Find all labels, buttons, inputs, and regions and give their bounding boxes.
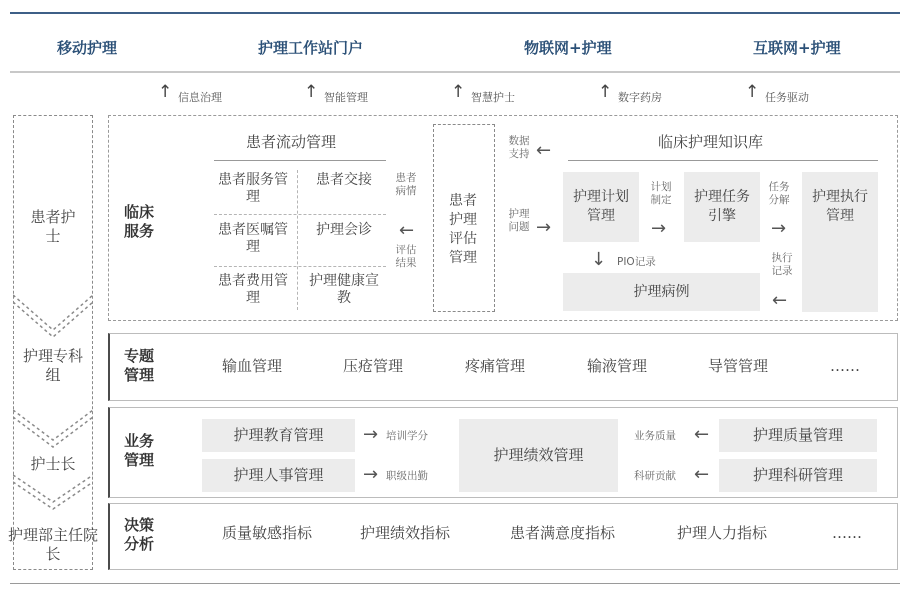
education-box bbox=[202, 419, 355, 452]
performance-box bbox=[459, 419, 618, 492]
exec-box bbox=[802, 172, 878, 312]
special-item-pain: 疼痛管理 bbox=[465, 357, 526, 375]
flow-item-consult: 护理会诊 bbox=[316, 222, 372, 238]
left-arrow-icon: ← bbox=[772, 290, 788, 311]
up-arrow-icon: ↑ bbox=[745, 82, 760, 102]
special-item-catheter: 导管管理 bbox=[708, 357, 769, 375]
decision-item-performance: 护理绩效指标 bbox=[360, 524, 451, 542]
bottom-rule bbox=[10, 583, 900, 584]
flow-item-education: 护理健康宣教 bbox=[309, 273, 379, 306]
eval-result-label: 评估结果 bbox=[395, 244, 417, 269]
flow-item-service: 患者服务管理 bbox=[218, 172, 288, 205]
performance-text: 护理绩效管理 bbox=[493, 446, 584, 464]
capability-smart-nurse: 智慧护士 bbox=[471, 91, 515, 104]
left-arrow-icon: ← bbox=[694, 464, 710, 485]
hr-box bbox=[202, 459, 355, 492]
data-support-label: 数据支持 bbox=[508, 135, 530, 160]
flow-column-divider bbox=[297, 170, 298, 310]
flow-divider bbox=[214, 214, 386, 215]
quality-text: 护理质量管理 bbox=[752, 426, 843, 444]
capability-info-governance: 信息治理 bbox=[178, 91, 222, 104]
education-text: 护理教育管理 bbox=[233, 426, 324, 444]
clinical-label: 临床服务 bbox=[124, 203, 155, 240]
kb-title: 临床护理知识库 bbox=[658, 133, 764, 151]
flow-title-rule bbox=[214, 160, 386, 161]
right-arrow-icon: → bbox=[363, 464, 379, 485]
down-arrow-icon: ↓ bbox=[591, 249, 607, 270]
flow-item-orders: 患者医嘱管理 bbox=[218, 222, 288, 255]
kb-title-rule bbox=[568, 160, 878, 161]
exec-record-label: 执行记录 bbox=[771, 252, 793, 277]
right-arrow-icon: → bbox=[651, 218, 667, 239]
up-arrow-icon: ↑ bbox=[158, 82, 173, 102]
decision-item-satisfaction: 患者满意度指标 bbox=[510, 524, 616, 542]
role-specialty-group: 护理专科组 bbox=[23, 347, 84, 384]
up-arrow-icon: ↑ bbox=[451, 82, 466, 102]
decision-item-quality: 质量敏感指标 bbox=[222, 524, 313, 542]
flow-divider bbox=[214, 266, 386, 267]
left-arrow-icon: ← bbox=[694, 424, 710, 445]
decision-item-more: …… bbox=[832, 524, 862, 542]
flow-item-fees: 患者费用管理 bbox=[218, 273, 288, 306]
right-arrow-icon: → bbox=[771, 218, 787, 239]
business-label: 业务管理 bbox=[124, 432, 155, 469]
special-item-infusion: 输液管理 bbox=[587, 357, 648, 375]
up-arrow-icon: ↑ bbox=[304, 82, 319, 102]
role-chevrons bbox=[13, 290, 93, 530]
task-engine-text: 护理任务引擎 bbox=[694, 189, 750, 224]
role-patient-nurse: 患者护士 bbox=[30, 208, 76, 245]
training-label: 培训学分 bbox=[386, 430, 428, 442]
top-item-workstation-portal: 护理工作站门户 bbox=[258, 39, 364, 57]
case-text: 护理病例 bbox=[633, 284, 690, 300]
case-box bbox=[563, 273, 760, 311]
quality-box bbox=[719, 419, 877, 452]
capability-task-driven: 任务驱动 bbox=[765, 91, 809, 104]
role-head-nurse: 护士长 bbox=[30, 455, 76, 473]
banner-divider bbox=[10, 71, 900, 73]
condition-label: 患者病情 bbox=[395, 172, 417, 197]
flow-title: 患者流动管理 bbox=[246, 133, 337, 151]
special-item-transfusion: 输血管理 bbox=[222, 357, 283, 375]
research-text: 护理科研管理 bbox=[752, 466, 843, 484]
role-director: 护理部主任院长 bbox=[8, 526, 99, 563]
plan-make-label: 计划制定 bbox=[650, 181, 672, 206]
left-arrow-icon: ← bbox=[399, 220, 415, 241]
special-item-more: …… bbox=[830, 357, 860, 375]
research-flow-label: 科研贡献 bbox=[634, 470, 676, 482]
task-engine-box bbox=[684, 172, 760, 242]
right-arrow-icon: → bbox=[536, 217, 552, 238]
exec-text: 护理执行管理 bbox=[812, 189, 868, 224]
decision-label: 决策分析 bbox=[124, 516, 155, 553]
pio-label: PIO记录 bbox=[617, 256, 656, 268]
hr-text: 护理人事管理 bbox=[233, 466, 324, 484]
flow-item-handover: 患者交接 bbox=[316, 172, 372, 188]
research-box bbox=[719, 459, 877, 492]
task-split-label: 任务分解 bbox=[768, 181, 790, 206]
plan-box bbox=[563, 172, 639, 242]
plan-text: 护理计划管理 bbox=[573, 189, 629, 224]
special-item-pressure-ulcer: 压疮管理 bbox=[343, 357, 404, 375]
top-item-mobile-nursing: 移动护理 bbox=[57, 39, 118, 57]
special-label: 专题管理 bbox=[124, 347, 155, 384]
right-arrow-icon: → bbox=[363, 424, 379, 445]
quality-flow-label: 业务质量 bbox=[634, 430, 676, 442]
top-rule bbox=[10, 12, 900, 14]
promotion-label: 职级出勤 bbox=[386, 470, 428, 482]
top-item-internet-nursing: 互联网+护理 bbox=[753, 39, 841, 57]
top-item-iot-nursing: 物联网+护理 bbox=[524, 39, 612, 57]
left-arrow-icon: ← bbox=[536, 140, 552, 161]
assessment-box: 患者护理评估管理 bbox=[449, 193, 477, 266]
up-arrow-icon: ↑ bbox=[598, 82, 613, 102]
decision-item-staffing: 护理人力指标 bbox=[677, 524, 768, 542]
capability-smart-management: 智能管理 bbox=[324, 91, 368, 104]
nursing-issue-label: 护理问题 bbox=[508, 208, 530, 233]
capability-digital-pharmacy: 数字药房 bbox=[618, 91, 662, 104]
